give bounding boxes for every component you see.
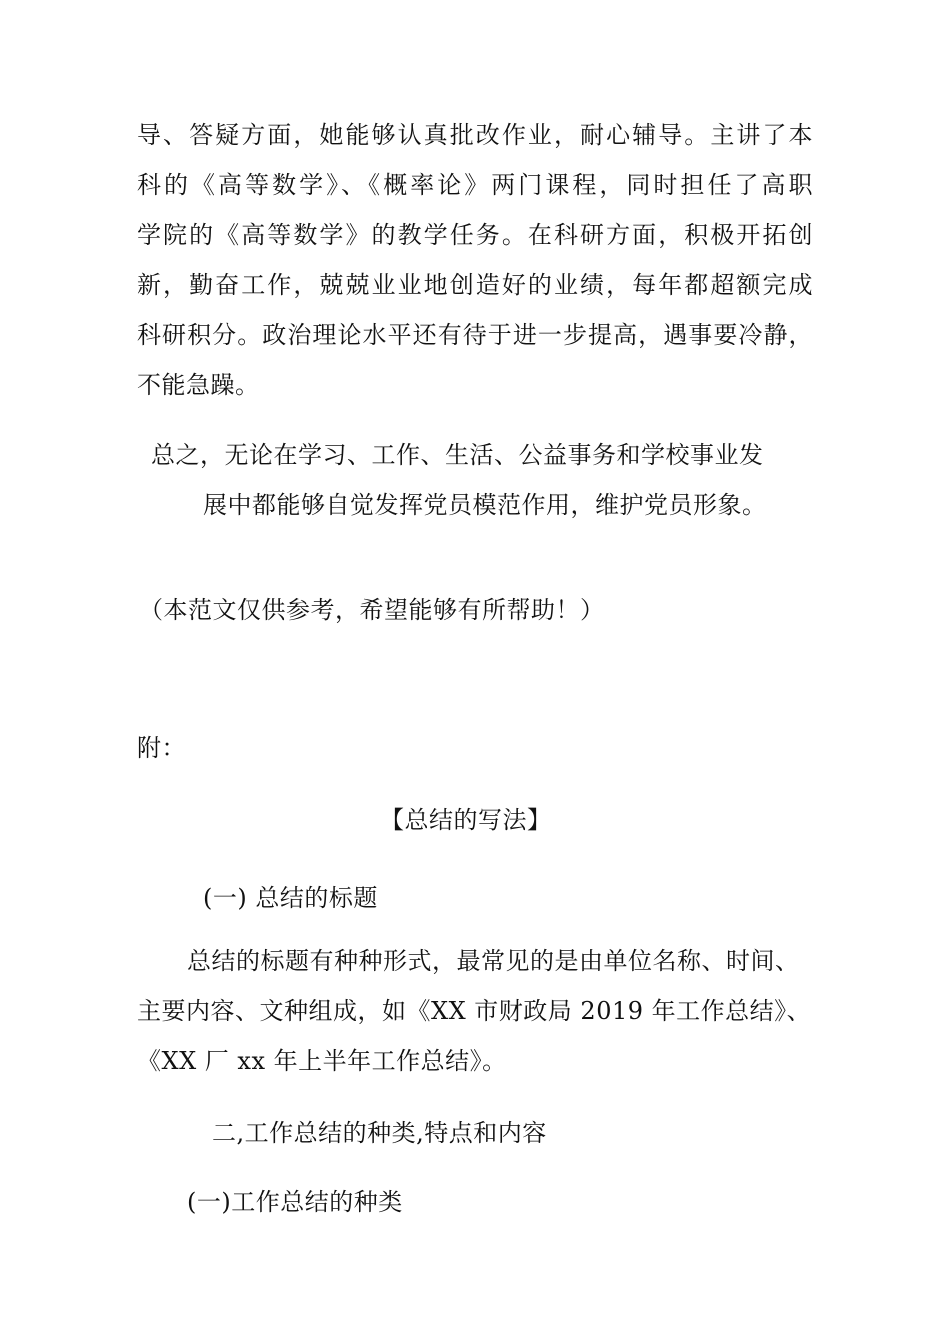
text-span: 附： bbox=[137, 734, 186, 762]
text-span: 总之，无论在学习、工作、生活、公益事务和学校事业发 bbox=[151, 441, 764, 469]
summary-line bbox=[203, 490, 767, 520]
body-paragraph-line bbox=[137, 320, 813, 350]
body-paragraph-line bbox=[137, 270, 813, 300]
text-span: (一) 总结的标题 bbox=[203, 884, 378, 912]
text-span: 展中都能够自觉发挥党员模范作用，维护党员形象。 bbox=[203, 491, 767, 519]
body-paragraph-line bbox=[137, 170, 813, 200]
body-paragraph-line bbox=[137, 370, 260, 400]
text-span: 科研积分。政治理论水平还有待于进一步提高，遇事要冷静， bbox=[137, 321, 813, 349]
appendix-label bbox=[137, 733, 186, 763]
text-span: 科的《高等数学》、《概率论》两门课程，同时担任了高职 bbox=[137, 171, 813, 199]
heading-title-section bbox=[203, 883, 378, 913]
text-span: 总结的标题有种种形式，最常见的是由单位名称、时间、 bbox=[187, 947, 800, 975]
heading-summary-types bbox=[187, 1187, 403, 1217]
text-span: 导、答疑方面，她能够认真批改作业，耐心辅导。主讲了本 bbox=[137, 121, 813, 149]
section-title bbox=[380, 805, 552, 835]
text-span: 新，勤奋工作，兢兢业业地创造好的业绩，每年都超额完成 bbox=[137, 271, 813, 299]
text-span: (一)工作总结的种类 bbox=[187, 1188, 403, 1216]
text-span: 不能急躁。 bbox=[137, 371, 260, 399]
body-paragraph-line bbox=[137, 1046, 507, 1076]
text-span: 学院的《高等数学》的教学任务。在科研方面，积极开拓创 bbox=[137, 221, 813, 249]
text-span: 二,工作总结的种类,特点和内容 bbox=[212, 1119, 547, 1147]
reference-note bbox=[139, 595, 605, 625]
heading-types-features-content bbox=[212, 1118, 547, 1148]
body-paragraph-line bbox=[187, 946, 800, 976]
body-paragraph-line bbox=[137, 220, 813, 250]
body-paragraph-line bbox=[137, 120, 813, 150]
text-span: （本范文仅供参考，希望能够有所帮助！） bbox=[139, 596, 605, 624]
text-span: 主要内容、文种组成，如《XX 市财政局 2019 年工作总结》、 bbox=[137, 997, 812, 1025]
text-span: 《XX 厂 xx 年上半年工作总结》。 bbox=[137, 1047, 507, 1075]
summary-line bbox=[151, 440, 764, 470]
body-paragraph-line bbox=[137, 996, 811, 1026]
text-span: 【总结的写法】 bbox=[380, 806, 552, 834]
